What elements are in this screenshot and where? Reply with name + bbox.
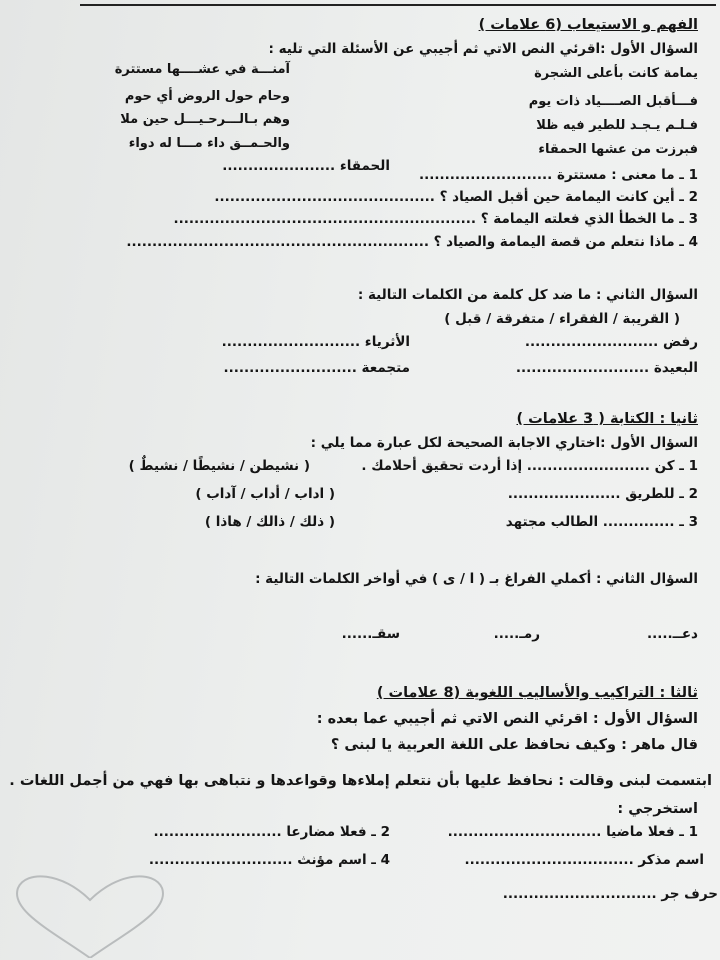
choice-item-2: 2 ـ للطريق ...................... xyxy=(507,486,698,502)
poem-line-1b: آمنـــة في عشــــها مستترة xyxy=(114,62,290,77)
section-3-paragraph-2: ابتسمت لبنى وقالت : نحافظ عليها بأن نتعلم إملاءها وقواعدها و نتباهى بها فهي من أجمل اللغات . xyxy=(9,773,712,789)
poem-line-1a: يمامة كانت بأعلى الشجرة xyxy=(534,66,698,81)
blank-word-1: دعــ..... xyxy=(646,626,698,642)
question-3: 3 ـ ما الخطأ الذي فعلته اليمامة ؟ ........................................................... xyxy=(173,211,698,227)
opposite-1a: رفض .......................... xyxy=(524,334,698,350)
opposite-1b: الأثرياء ........................... xyxy=(221,334,410,350)
opposite-2b: متجمعة .......................... xyxy=(223,360,410,376)
opposite-word-bank: ( القريبة / الفقراء / متفرقة / قبل ) xyxy=(444,311,680,327)
blank-word-2: رمـ..... xyxy=(493,626,540,642)
choice-item-1: 1 ـ كن ........................ إذا أردت تحقيق أحلامك . xyxy=(361,458,698,474)
heart-doodle-icon xyxy=(10,870,170,958)
question-4: 4 ـ ماذا نتعلم من قصة اليمامة والصياد ؟ ........................................................... xyxy=(126,234,698,250)
choice-item-3-options: ( ذلك / ذالك / هاذا ) xyxy=(204,514,335,530)
extract-row-2a: اسم مذكر ................................. xyxy=(464,852,704,868)
section-3-q1-title: السؤال الأول : اقرئي النص الاتي ثم أجيبي عما بعده : xyxy=(316,711,698,727)
choice-item-2-options: ( اداب / أداب / آداب ) xyxy=(195,486,335,502)
poem-line-4b: والحـمــق داء مـــا له دواء xyxy=(128,136,290,151)
poem-line-4a: فبرزت من عشها الحمقاء xyxy=(538,142,698,157)
question-2: 2 ـ أين كانت اليمامة حين أقبل الصياد ؟ ........................................... xyxy=(214,189,698,205)
section-3-header: ثالثا : التراكيب والأساليب اللغوية (8 علامات ) xyxy=(376,685,698,701)
section-1-header: الفهم و الاستيعاب (6 علامات ) xyxy=(478,17,698,33)
extract-row-3a: حرف جر .............................. xyxy=(502,886,718,902)
choice-item-1-options: ( نشيطن / نشيطًا / نشيطٌ ) xyxy=(128,458,310,474)
section-2-q2-title: السؤال الثاني : أكملي الفراغ بـ ( ا / ى ) في أواخر الكلمات التالية : xyxy=(255,571,698,587)
poem-line-3a: فـلـم يـجـد للطير فيه ظلا xyxy=(536,118,698,133)
poem-line-2b: وحام حول الروض أي حوم xyxy=(124,89,290,104)
opposite-2a: البعيدة .......................... xyxy=(515,360,698,376)
question-1: 1 ـ ما معنى : مستترة .......................... xyxy=(418,167,698,183)
section-1-q2-title: السؤال الثاني : ما ضد كل كلمة من الكلمات التالية : xyxy=(357,287,698,303)
choice-item-3: 3 ـ .............. الطالب مجتهد xyxy=(505,514,698,530)
section-3-paragraph-1: قال ماهر : وكيف نحافظ على اللغة العربية يا لبنى ؟ xyxy=(330,737,698,753)
poem-line-3b: وهم بـالـــرحـيـــل حين ملا xyxy=(120,112,290,127)
section-2-q1-title: السؤال الأول :اختاري الاجابة الصحيحة لكل عبارة مما يلي : xyxy=(310,435,698,451)
extract-label: استخرجي : xyxy=(617,801,698,817)
question-1-side-text: الحمقاء ...................... xyxy=(222,158,390,174)
extract-row-1b: 2 ـ فعلا مضارعا ......................... xyxy=(153,824,390,840)
extract-row-2b: 4 ـ اسم مؤنث ............................ xyxy=(148,852,390,868)
section-1-q1-intro: السؤال الأول :اقرئي النص الاتي ثم أجيبي عن الأسئلة التي تليه : xyxy=(268,41,698,57)
poem-line-2a: فـــأقبل الصــــياد ذات يوم xyxy=(528,94,698,109)
section-2-header: ثانيا : الكتابة ( 3 علامات ) xyxy=(516,411,698,427)
extract-row-1a: 1 ـ فعلا ماضيا .............................. xyxy=(447,824,698,840)
top-rule xyxy=(80,4,716,6)
blank-word-3: سقـ...... xyxy=(341,626,400,642)
